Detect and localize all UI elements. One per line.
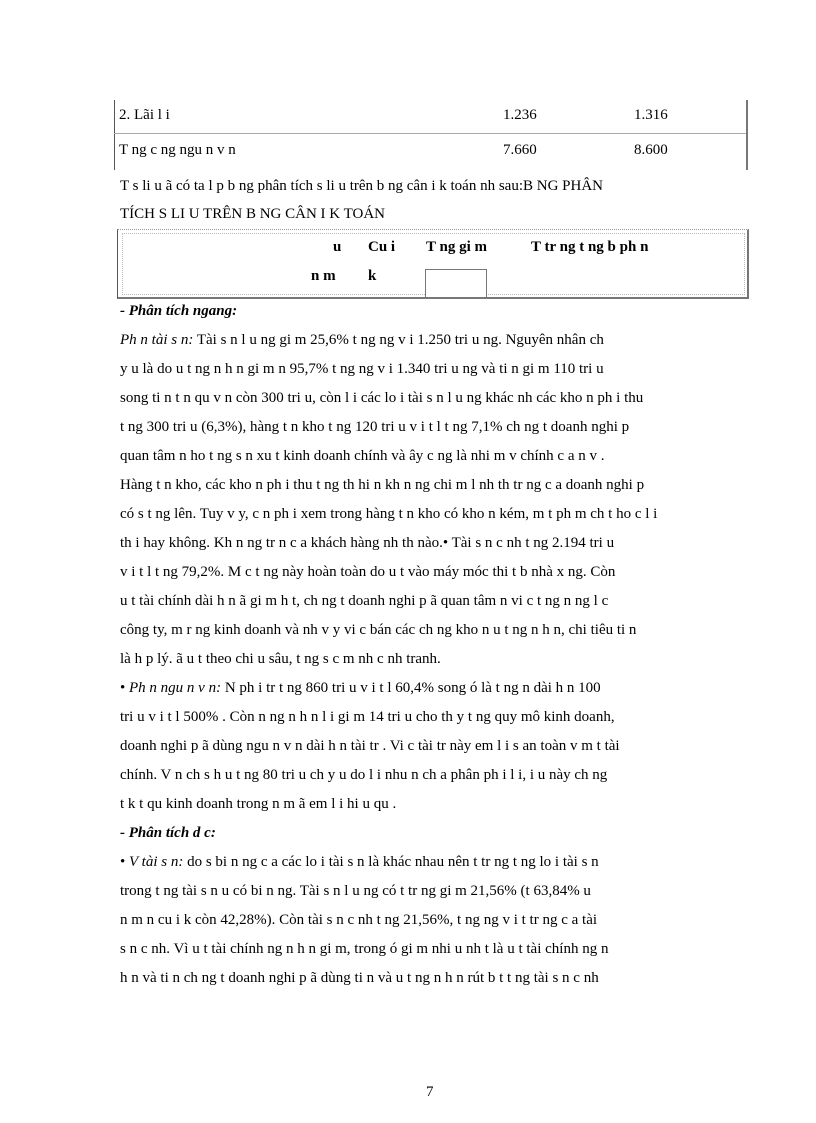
assets-label: Ph n tài s n: — [120, 332, 194, 348]
bullet-icon: • — [120, 854, 126, 870]
table-top-row-divider — [114, 133, 746, 134]
paragraph-line: doanh nghi p ã dùng ngu n v n dài h n tài tr . Vi c tài tr này em l i s an toàn v m t tài — [120, 738, 620, 754]
intro-line: T s li u ã có ta l p b ng phân tích s li u trên b ng cân i k toán nh sau:B NG PHÂN — [120, 178, 603, 194]
paragraph-line: h n và ti n ch ng t doanh nghi p ã dùng ti n và u t ng n h n rút b t t ng tài s n c nh — [120, 970, 599, 986]
paragraph-line: có s t ng lên. Tuy v y, c n ph i xem trong hàng t n kho có kho n kém, m t ph m ch t ho c l i — [120, 506, 658, 522]
paragraph-line: Ph n tài s n: Tài s n l u ng gi m 25,6% t ng ng v i 1.250 tri u ng. Nguyên nhân ch — [120, 332, 604, 348]
table-cell-value: 8.600 — [634, 142, 668, 158]
table-cell-value: 7.660 — [503, 142, 537, 158]
paragraph-line: công ty, m r ng kinh doanh và nh v y vi c bán các ch ng kho n u t ng n h n, chi tiêu ti n — [120, 622, 637, 638]
table-header-cell: Cu i — [368, 239, 396, 255]
paragraph-line: n m n cu i k còn 42,28%). Còn tài s n c nh t ng 21,56%, t ng ng v i t tr ng c a tài — [120, 912, 598, 928]
paragraph-line: s n c nh. Vì u t tài chính ng n h n gi m, trong ó gi m nhi u nh t là u t tài chính ng n — [120, 941, 609, 957]
analysis-table-empty-cell — [425, 269, 487, 298]
paragraph-line: quan tâm n ho t ng s n xu t kinh doanh chính và ây c ng là nhi m v chính c a n v . — [120, 448, 605, 464]
table-header-cell: T ng gi m — [426, 239, 487, 255]
paragraph-line: trong t ng tài s n u có bi n ng. Tài s n l u ng có t tr ng gi m 21,56% (t 63,84% u — [120, 883, 591, 899]
table-cell-value: 1.316 — [634, 107, 668, 123]
paragraph-line: song ti n t n qu v n còn 300 tri u, còn l i các lo i tài s n l u ng khác nh các kho n ph i thu — [120, 390, 644, 406]
table-top-right-border — [746, 100, 748, 170]
funds-label: Ph n ngu n v n: — [129, 680, 222, 696]
table-cell-value: 1.236 — [503, 107, 537, 123]
table-header-cell: k — [368, 268, 377, 284]
paragraph-line: • Ph n ngu n v n: N ph i tr t ng 860 tri u v i t l 60,4% song ó là t ng n dài h n 100 — [120, 680, 601, 696]
paragraph-line: u t tài chính dài h n ã gi m h t, ch ng t doanh nghi p ã quan tâm n vi c t ng n ng l c — [120, 593, 609, 609]
table-header-cell: u — [333, 239, 342, 255]
assets-label: V tài s n: — [129, 854, 184, 870]
paragraph-line: th i hay không. Kh n ng tr n c a khách hàng nh th nào.• Tài s n c nh t ng 2.194 tri u — [120, 535, 615, 551]
paragraph-line: v i t l t ng 79,2%. M c t ng này hoàn toàn do u t vào máy móc thi t b nhà x ng. Còn — [120, 564, 616, 580]
table-cell-label: 2. Lãi l i — [119, 107, 170, 123]
paragraph-line: y u là do u t ng n h n gi m n 95,7% t ng ng v i 1.340 tri u ng và ti n gi m 110 tri u — [120, 361, 604, 377]
paragraph-line: t k t qu kinh doanh trong n m ã em l i hi u qu . — [120, 796, 397, 812]
table-header-cell: n m — [311, 268, 336, 284]
paragraph-line: t ng 300 tri u (6,3%), hàng t n kho t ng 120 tri u v i t l t ng 7,1% ch ng t doanh nghi p — [120, 419, 630, 435]
section-heading-vertical: - Phân tích d c: — [120, 825, 216, 841]
paragraph-line: chính. V n ch s h u t ng 80 tri u ch y u do l i nhu n ch a phân ph i l i, i u này ch ng — [120, 767, 608, 783]
paragraph-line: là h p lý. ã u t theo chi u sâu, t ng s c m nh c nh tranh. — [120, 651, 441, 667]
paragraph-line: • V tài s n: do s bi n ng c a các lo i tài s n là khác nhau nên t tr ng t ng lo i tài s n — [120, 854, 599, 870]
section-heading-horizontal: - Phân tích ngang: — [120, 303, 238, 319]
table-top-left-border — [114, 100, 115, 170]
page-number: 7 — [426, 1084, 434, 1100]
bullet-icon: • — [120, 680, 126, 696]
paragraph-line: tri u v i t l 500% . Còn n ng n h n l i gi m 14 tri u cho th y t ng quy mô kinh doanh, — [120, 709, 615, 725]
table-header-cell: T tr ng t ng b ph n — [531, 239, 649, 255]
table-cell-label: T ng c ng ngu n v n — [119, 142, 236, 158]
paragraph-line: Hàng t n kho, các kho n ph i thu t ng th hi n kh n ng chi m l nh th tr ng c a doanh nghi p — [120, 477, 645, 493]
intro-line: TÍCH S LI U TRÊN B NG CÂN I K TOÁN — [120, 206, 386, 222]
